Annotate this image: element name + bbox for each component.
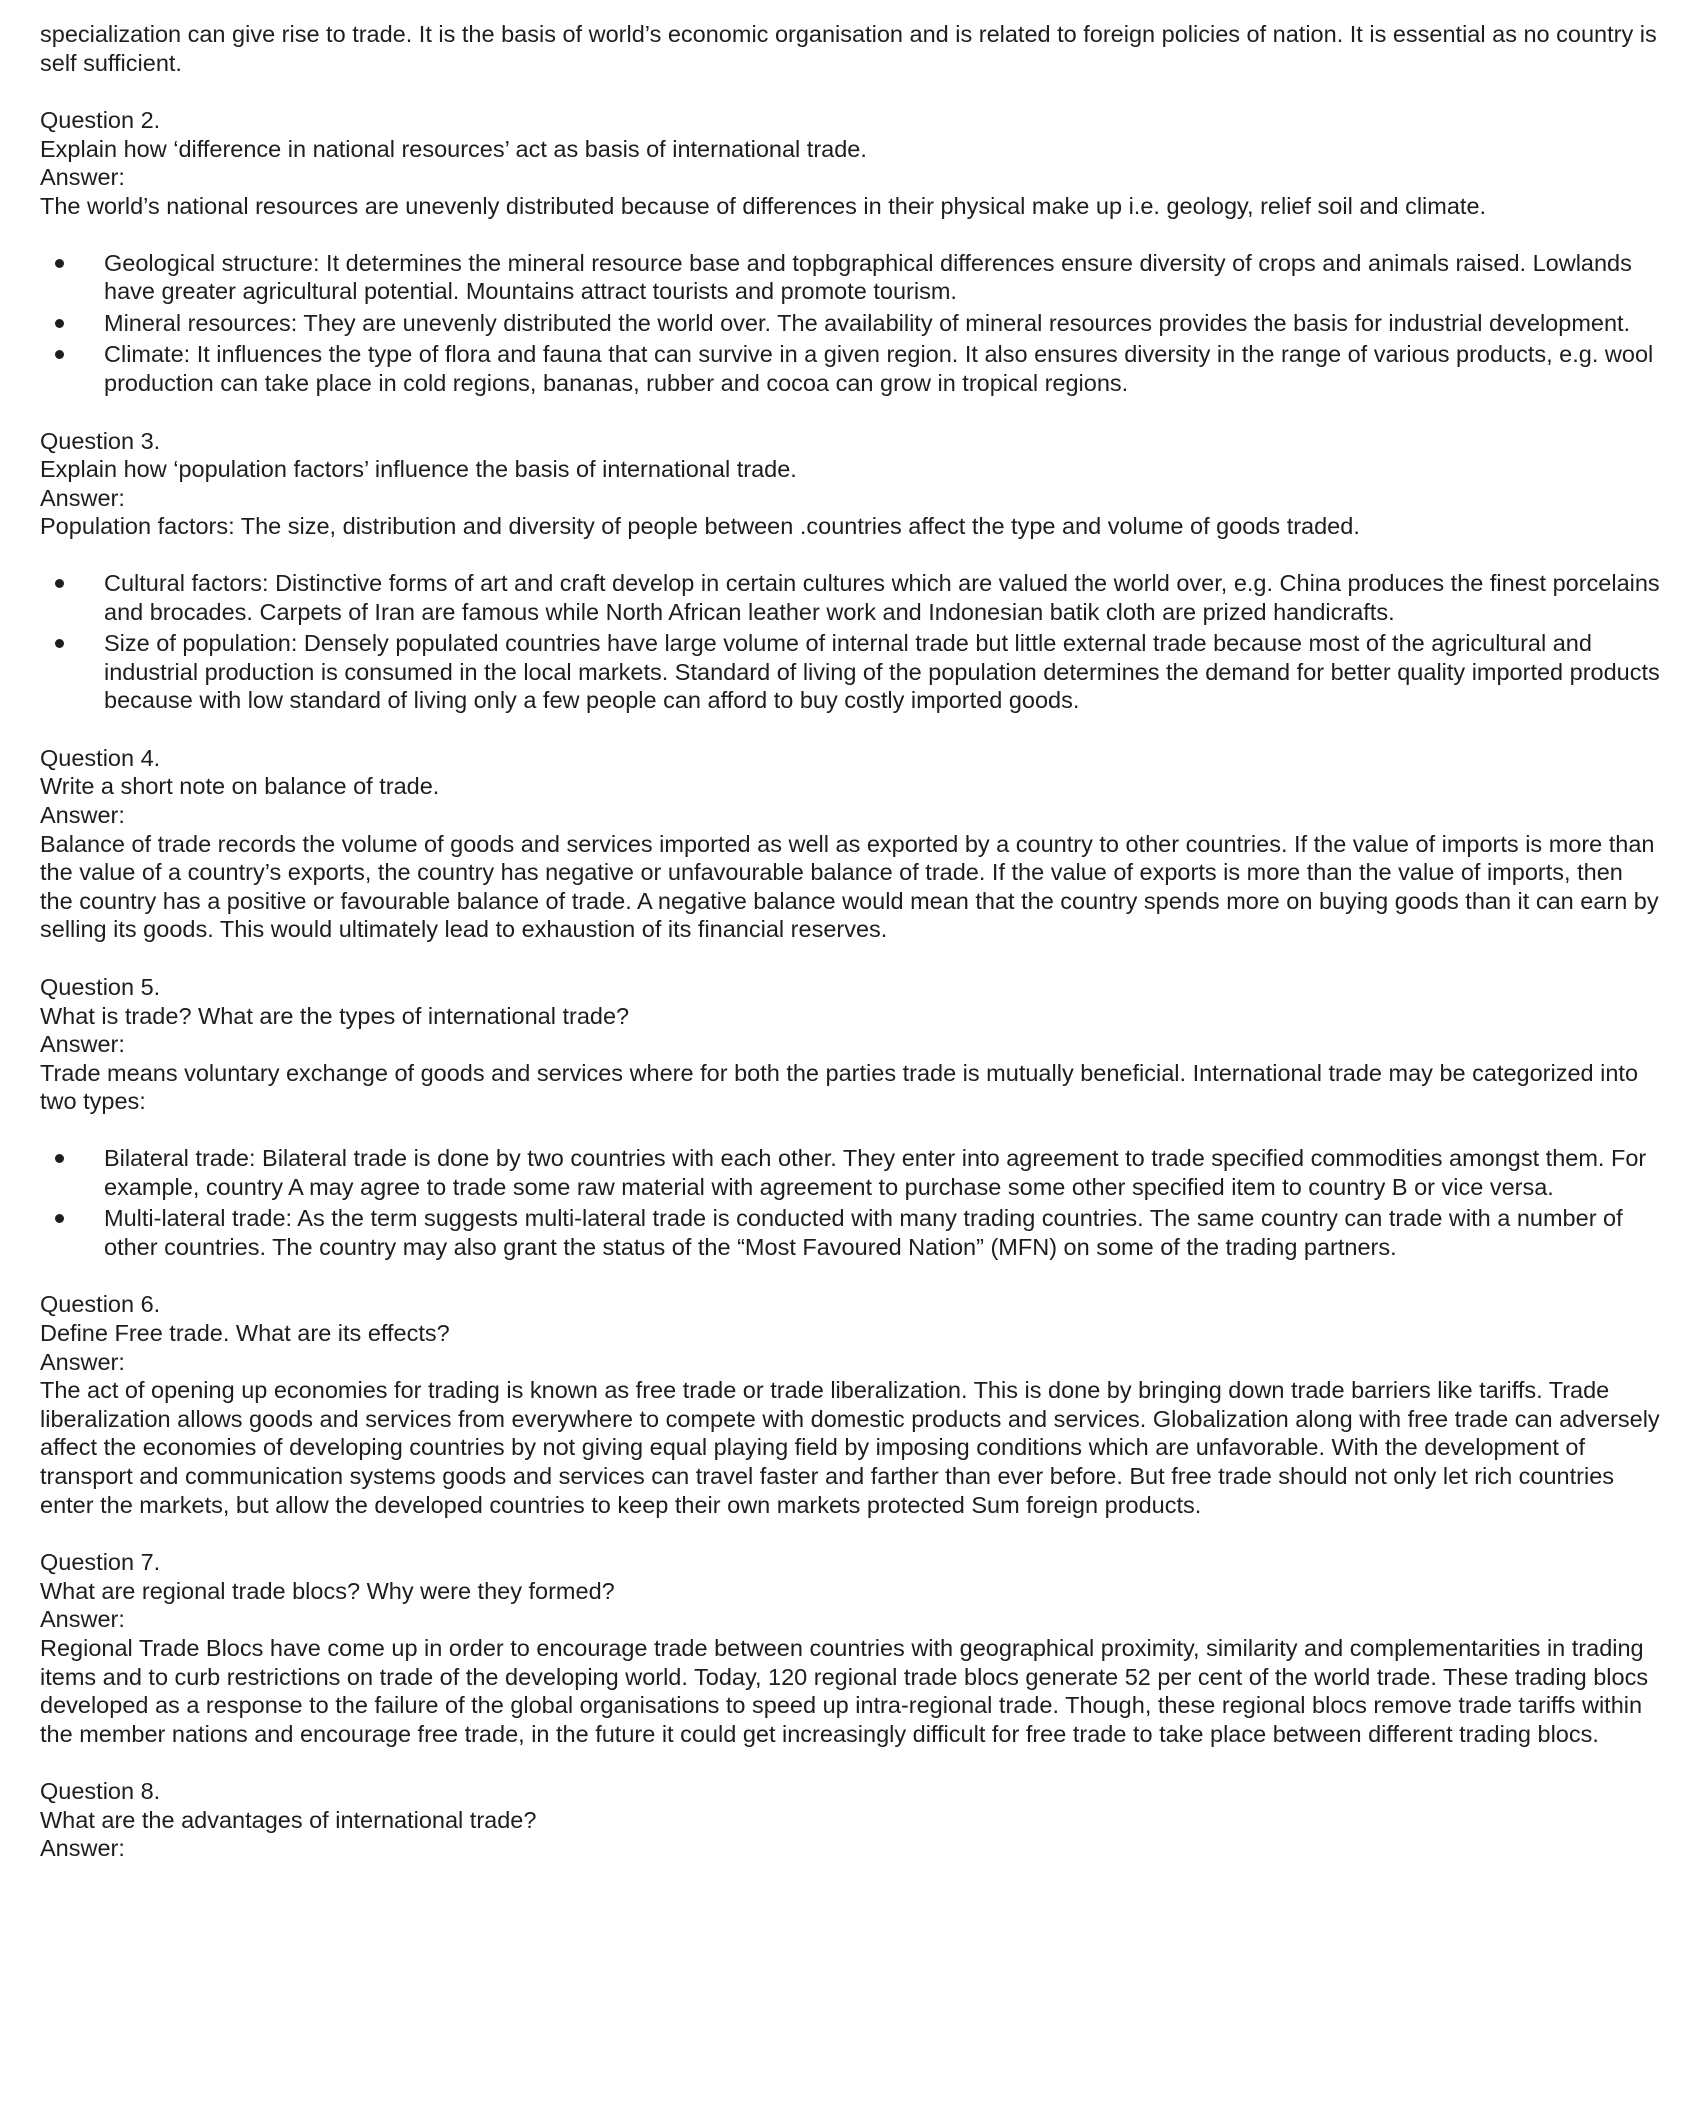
answer-text: Regional Trade Blocs have come up in order to encourage trade between countries with geographical proximity, similarity and complementarities in trading items and to curb restrictions on trade of the developing world. Today, 120 regional trade blocs generate 52 per cent of the world trade. These trading blocs developed as a response to the failure of the global organisations to speed up intra-regional trade. Though, these regional blocs remove trade tariffs within the member nations and encourage free trade, in the future it could get increasingly difficult for free trade to take place between different trading blocs. [40,1634,1649,1747]
question-number: Question 5. [40,974,161,1001]
bullet-list [40,569,1660,715]
bullet-item: Geological structure: It determines the mineral resource base and topbgraphical differences ensure diversity of crops and animals raised. Lowlands have greater agricultural potential. Mountains attract tourists and promote tourism. [104,249,1660,306]
bullet-item: Mineral resources: They are unevenly distributed the world over. The availability of mineral resources provides the basis for industrial development. [104,309,1660,338]
question-block [40,1290,1660,1519]
bullet-item: Bilateral trade: Bilateral trade is done by two countries with each other. They enter into agreement to trade specified commodities amongst them. For example, country A may agree to trade some raw material with agreement to purchase some other specified item to country B or vice versa. [104,1144,1660,1201]
bullet-item: Climate: It influences the type of flora and fauna that can survive in a given region. It also ensures diversity in the range of various products, e.g. wool production can take place in cold regions, bananas, rubber and cocoa can grow in tropical regions. [104,340,1660,397]
question-text: What is trade? What are the types of international trade? [40,1002,630,1029]
answer-label: Answer: [40,1031,125,1058]
question-block [40,744,1660,944]
answer-label: Answer: [40,1835,125,1862]
answer-text: Population factors: The size, distribution and diversity of people between .countries affect the type and volume of goods traded. [40,513,1360,540]
bullet-item: Size of population: Densely populated countries have large volume of internal trade but little external trade because most of the agricultural and industrial production is consumed in the local markets. Standard of living of the population determines the demand for better quality imported products because with low standard of living only a few people can afford to buy costly imported goods. [104,630,1660,714]
question-block [40,1548,1660,1748]
question-block [40,973,1660,1261]
question-text: Explain how ‘population factors’ influence the basis of international trade. [40,456,797,483]
question-number: Question 4. [40,744,161,771]
bullet-list [40,249,1660,398]
intro-paragraph: specialization can give rise to trade. It is the basis of world’s economic organisation and is related to foreign policies of nation. It is essential as no country is self sufficient. [40,21,1657,76]
bullet-list [40,1144,1660,1261]
question-block [40,1777,1660,1863]
question-text: Define Free trade. What are its effects? [40,1319,450,1346]
question-block [40,427,1660,715]
answer-text: The world’s national resources are unevenly distributed because of differences in their physical make up i.e. geology, relief soil and climate. [40,192,1487,219]
question-number: Question 3. [40,427,161,454]
answer-label: Answer: [40,484,125,511]
answer-text: The act of opening up economies for trading is known as free trade or trade liberalization. This is done by bringing down trade barriers like tariffs. Trade liberalization allows goods and services from everywhere to compete with domestic products and services. Globalization along with free trade can adversely affect the economies of developing countries by not giving equal playing field by imposing conditions which are unfavorable. With the development of transport and communication systems goods and services can travel faster and farther than ever before. But free trade should not only let rich countries enter the markets, but allow the developed countries to keep their own markets protected Sum foreign products. [40,1377,1660,1518]
document-page [40,20,1660,1863]
bullet-item: Cultural factors: Distinctive forms of art and craft develop in certain cultures which are valued the world over, e.g. China produces the finest porcelains and brocades. Carpets of Iran are famous while North African leather work and Indonesian batik cloth are prized handicrafts. [104,569,1660,625]
answer-text: Balance of trade records the volume of goods and services imported as well as exported by a country to other countries. If the value of imports is more than the value of a country’s exports, the country has negative or unfavourable balance of trade. If the value of exports is more than the value of imports, then the country has a positive or favourable balance of trade. A negative balance would mean that the country spends more on buying goods than it can earn by selling its goods. This would ultimately lead to exhaustion of its financial reserves. [40,830,1659,943]
answer-text: Trade means voluntary exchange of goods and services where for both the parties trade is mutually beneficial. International trade may be categorized into two types: [40,1059,1639,1115]
question-block [40,106,1660,397]
question-number: Question 8. [40,1778,161,1805]
question-text: Explain how ‘difference in national resources’ act as basis of international trade. [40,135,867,162]
answer-label: Answer: [40,164,125,191]
answer-label: Answer: [40,1348,125,1375]
answer-label: Answer: [40,1606,125,1633]
question-number: Question 6. [40,1291,161,1318]
bullet-item: Multi-lateral trade: As the term suggests multi-lateral trade is conducted with many trading countries. The same country can trade with a number of other countries. The country may also grant the status of the “Most Favoured Nation” (MFN) on some of the trading partners. [104,1204,1660,1261]
question-text: What are regional trade blocs? Why were they formed? [40,1577,615,1604]
question-number: Question 7. [40,1549,161,1576]
question-text: What are the advantages of international trade? [40,1806,537,1833]
answer-label: Answer: [40,802,125,829]
question-number: Question 2. [40,107,161,134]
question-text: Write a short note on balance of trade. [40,773,440,800]
questions-list [40,106,1660,1863]
